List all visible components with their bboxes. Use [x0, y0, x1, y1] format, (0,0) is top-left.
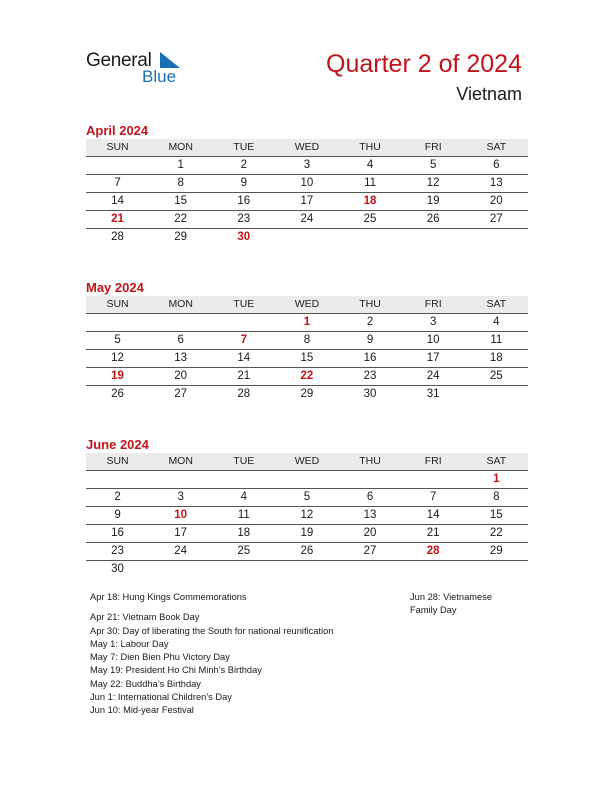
date-cell: 8	[303, 334, 311, 346]
week-row	[86, 489, 528, 507]
empty-date-cell	[149, 561, 212, 578]
date-cell: 26	[426, 213, 440, 225]
date-cell: 18	[237, 527, 251, 539]
country-name: Vietnam	[456, 84, 522, 104]
holiday-date-cell: 18	[363, 195, 377, 207]
date-cell: 2	[240, 159, 248, 171]
date-cell: 14	[111, 195, 124, 207]
date-cell: 26	[111, 388, 124, 400]
weekday-label: TUE	[233, 455, 255, 467]
date-cell: 2	[114, 491, 121, 503]
week-row	[86, 332, 528, 350]
weekday-header	[86, 453, 528, 471]
holiday-date-cell: 19	[111, 370, 124, 382]
weekday-label: SAT	[486, 141, 507, 153]
date-cell: 23	[363, 370, 377, 382]
date-cell: 4	[493, 316, 500, 328]
month-april	[86, 122, 528, 246]
date-cell: 10	[426, 334, 440, 346]
date-cell: 25	[237, 545, 251, 557]
empty-date-cell	[465, 386, 528, 403]
holiday-note: Family Day	[410, 605, 457, 616]
week-row	[86, 561, 528, 578]
empty-date-cell	[86, 471, 149, 488]
date-cell: 9	[114, 509, 121, 521]
date-cell: 24	[426, 370, 440, 382]
date-cell: 28	[111, 231, 124, 243]
week-row	[86, 386, 528, 403]
empty-date-cell	[212, 314, 275, 331]
holiday-date-cell: 22	[300, 370, 314, 382]
date-cell: 24	[300, 213, 314, 225]
weekday-header	[86, 139, 528, 157]
week-row	[86, 229, 528, 246]
date-cell: 3	[429, 316, 437, 328]
weekday-label: SUN	[106, 141, 129, 153]
date-cell: 19	[426, 195, 440, 207]
date-cell: 13	[174, 352, 188, 364]
date-cell: 15	[300, 352, 314, 364]
empty-date-cell	[339, 229, 402, 246]
date-cell: 7	[114, 177, 121, 189]
holiday-date-cell: 21	[111, 213, 124, 225]
date-cell: 6	[366, 491, 374, 503]
date-cell: 16	[363, 352, 377, 364]
holiday-date-cell: 1	[303, 316, 311, 328]
date-cell: 23	[111, 545, 124, 557]
date-cell: 8	[177, 177, 184, 189]
date-cell: 11	[237, 509, 250, 521]
date-cell: 13	[363, 509, 377, 521]
date-cell: 12	[111, 352, 124, 364]
weekday-label: WED	[294, 141, 320, 153]
date-cell: 6	[177, 334, 184, 346]
date-cell: 11	[364, 177, 377, 189]
date-cell: 19	[300, 527, 314, 539]
weekday-label: WED	[294, 298, 320, 310]
date-cell: 22	[174, 213, 188, 225]
date-cell: 24	[174, 545, 188, 557]
date-cell: 4	[240, 491, 248, 503]
week-row	[86, 471, 528, 489]
date-cell: 26	[300, 545, 314, 557]
empty-date-cell	[86, 314, 149, 331]
date-cell: 12	[300, 509, 314, 521]
weekday-label: THU	[359, 455, 381, 467]
weekday-label: FRI	[424, 141, 442, 153]
empty-date-cell	[212, 561, 275, 578]
month-title: June 2024	[86, 437, 149, 452]
date-cell: 25	[489, 370, 503, 382]
weekday-label: TUE	[233, 298, 255, 310]
logo-word-general: General	[86, 50, 152, 71]
week-row	[86, 507, 528, 525]
date-cell: 20	[363, 527, 377, 539]
month-grid	[86, 471, 528, 578]
holiday-date-cell: 7	[240, 334, 248, 346]
logo-word-blue: Blue	[142, 67, 177, 86]
weekday-label: MON	[168, 298, 193, 310]
date-cell: 7	[429, 491, 437, 503]
date-cell: 14	[426, 509, 440, 521]
date-cell: 4	[366, 159, 374, 171]
date-cell: 16	[237, 195, 251, 207]
weekday-label: SAT	[486, 298, 507, 310]
holiday-date-cell: 1	[493, 473, 500, 485]
date-cell: 25	[363, 213, 377, 225]
holiday-note: Jun 10: Mid-year Festival	[90, 705, 194, 716]
empty-date-cell	[212, 471, 275, 488]
weekday-label: THU	[359, 141, 381, 153]
empty-date-cell	[465, 229, 528, 246]
month-june	[86, 436, 528, 578]
date-cell: 21	[237, 370, 251, 382]
date-cell: 12	[426, 177, 440, 189]
weekday-label: FRI	[424, 298, 442, 310]
date-cell: 22	[489, 527, 503, 539]
date-cell: 1	[177, 159, 184, 171]
holiday-note: Jun 28: Vietnamese	[410, 592, 493, 602]
date-cell: 16	[111, 527, 124, 539]
holiday-notes	[90, 591, 390, 718]
date-cell: 29	[489, 545, 503, 557]
month-title: April 2024	[86, 123, 149, 138]
date-cell: 3	[303, 159, 311, 171]
empty-date-cell	[339, 471, 402, 488]
holiday-note: May 19: President Ho Chi Minh’s Birthday	[90, 665, 262, 676]
date-cell: 30	[111, 563, 124, 575]
date-cell: 27	[489, 213, 503, 225]
date-cell: 5	[429, 159, 437, 171]
date-cell: 17	[174, 527, 188, 539]
empty-date-cell	[275, 561, 338, 578]
empty-date-cell	[149, 314, 212, 331]
weekday-label: WED	[294, 455, 320, 467]
date-cell: 8	[493, 491, 500, 503]
date-cell: 29	[300, 388, 314, 400]
weekday-label: SUN	[106, 455, 129, 467]
date-cell: 10	[300, 177, 314, 189]
empty-date-cell	[275, 229, 338, 246]
weekday-label: FRI	[424, 455, 442, 467]
empty-date-cell	[149, 471, 212, 488]
date-cell: 17	[300, 195, 314, 207]
month-grid	[86, 157, 528, 246]
date-cell: 17	[426, 352, 440, 364]
weekday-label: MON	[168, 455, 193, 467]
week-row	[86, 350, 528, 368]
week-row	[86, 314, 528, 332]
week-row	[86, 525, 528, 543]
holiday-date-cell: 30	[237, 231, 251, 243]
date-cell: 30	[363, 388, 377, 400]
holiday-note: May 22: Buddha’s Birthday	[90, 678, 201, 689]
weekday-label: THU	[359, 298, 381, 310]
month-title: May 2024	[86, 280, 144, 295]
holiday-note: May 7: Dien Bien Phu Victory Day	[90, 652, 230, 663]
date-cell: 11	[490, 334, 503, 346]
weekday-label: SAT	[486, 455, 507, 467]
weekday-label: TUE	[233, 141, 255, 153]
date-cell: 15	[174, 195, 188, 207]
date-cell: 21	[426, 527, 440, 539]
week-row	[86, 543, 528, 561]
empty-date-cell	[402, 229, 465, 246]
date-cell: 27	[174, 388, 188, 400]
date-cell: 5	[114, 334, 121, 346]
date-cell: 2	[366, 316, 374, 328]
date-cell: 18	[489, 352, 503, 364]
empty-date-cell	[402, 561, 465, 578]
empty-date-cell	[339, 561, 402, 578]
date-cell: 13	[489, 177, 503, 189]
page-title: Quarter 2 of 2024	[326, 50, 522, 78]
week-row	[86, 157, 528, 175]
date-cell: 20	[489, 195, 503, 207]
month-grid	[86, 314, 528, 403]
holiday-date-cell: 28	[426, 545, 440, 557]
holiday-date-cell: 10	[174, 509, 188, 521]
weekday-header	[86, 296, 528, 314]
date-cell: 20	[174, 370, 188, 382]
date-cell: 27	[363, 545, 377, 557]
date-cell: 3	[177, 491, 184, 503]
weekday-label: SUN	[106, 298, 129, 310]
weekday-label: MON	[168, 141, 193, 153]
holiday-note: Jun 1: International Children’s Day	[90, 692, 232, 703]
date-cell: 5	[303, 491, 311, 503]
empty-date-cell	[402, 471, 465, 488]
empty-date-cell	[275, 471, 338, 488]
week-row	[86, 193, 528, 211]
date-cell: 9	[366, 334, 374, 346]
date-cell: 28	[237, 388, 251, 400]
empty-date-cell	[465, 561, 528, 578]
holiday-note: May 1: Labour Day	[90, 638, 169, 649]
date-cell: 14	[237, 352, 251, 364]
month-may	[86, 279, 528, 403]
date-cell: 31	[426, 388, 440, 400]
week-row	[86, 175, 528, 193]
date-cell: 9	[240, 177, 248, 189]
holiday-note: Apr 18: Hung Kings Commemorations	[90, 592, 247, 602]
week-row	[86, 211, 528, 229]
holiday-note: Apr 30: Day of liberating the South for national reunification	[90, 625, 334, 636]
week-row	[86, 368, 528, 386]
holiday-note: Apr 21: Vietnam Book Day	[90, 612, 200, 623]
empty-date-cell	[86, 157, 149, 174]
date-cell: 29	[174, 231, 188, 243]
date-cell: 15	[489, 509, 503, 521]
date-cell: 6	[493, 159, 500, 171]
generalblue-logo	[86, 50, 186, 90]
date-cell: 23	[237, 213, 251, 225]
holiday-notes-right	[410, 591, 520, 618]
